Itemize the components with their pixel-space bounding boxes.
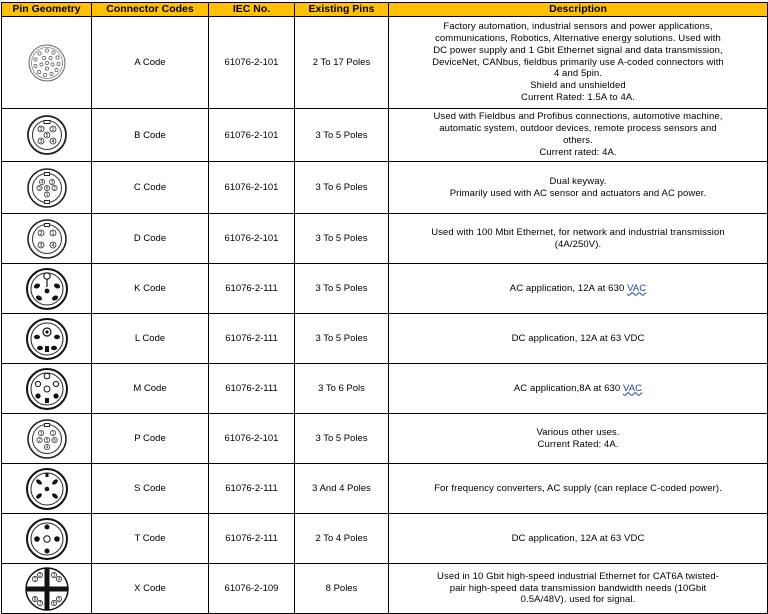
description-cell <box>389 564 768 614</box>
svg-text:3: 3 <box>39 431 42 437</box>
p-code-connector-icon <box>26 418 68 460</box>
svg-text:4: 4 <box>50 138 55 145</box>
description-line: DeviceNet, CANbus, fieldbus primarily use A-coded connectors with <box>432 56 724 68</box>
description-text: AC application,8A at 630 <box>513 382 624 394</box>
description-cell <box>389 109 768 162</box>
pin-geometry-cell <box>2 109 92 162</box>
description-line: 0.5A/48V). used for signal. <box>520 594 636 606</box>
description-cell <box>389 17 768 109</box>
connector-codes-table <box>1 2 768 614</box>
svg-text:3: 3 <box>50 180 53 186</box>
svg-text:5: 5 <box>37 186 41 192</box>
d-code-connector-icon <box>26 218 68 260</box>
iec-number-cell: 61076-2-111 <box>209 464 295 514</box>
description-line: Used in 10 Gbit high-speed industrial Ethernet for CAT6A twisted- <box>437 570 719 582</box>
table-row <box>2 264 768 314</box>
description-cell <box>389 214 768 264</box>
iec-number-cell: 61076-2-101 <box>209 17 295 109</box>
table-row <box>2 162 768 214</box>
svg-text:8: 8 <box>33 597 36 603</box>
table-row <box>2 364 768 414</box>
description-line: Current Rated: 4A. <box>537 438 619 450</box>
description-cell <box>389 162 768 214</box>
table-row <box>2 214 768 264</box>
connector-code-cell: S Code <box>92 464 209 514</box>
existing-pins-cell: 3 To 5 Poles <box>295 109 389 162</box>
svg-text:5: 5 <box>44 132 49 139</box>
iec-number-cell: 61076-2-109 <box>209 564 295 614</box>
iec-number-cell: 61076-2-101 <box>209 109 295 162</box>
connector-code-cell: T Code <box>92 514 209 564</box>
description-text: AC application, 12A at 630 <box>509 282 628 294</box>
table-row <box>2 464 768 514</box>
existing-pins-cell: 2 To 17 Poles <box>295 17 389 109</box>
description-line: For frequency converters, AC supply (can replace C-coded power). <box>434 482 722 494</box>
description-unit-vac: VAC <box>623 382 643 394</box>
pin-geometry-cell <box>2 162 92 214</box>
iec-number-cell: 61076-2-111 <box>209 514 295 564</box>
existing-pins-cell: 3 To 5 Poles <box>295 414 389 464</box>
table-row <box>2 514 768 564</box>
connector-code-cell: M Code <box>92 364 209 414</box>
iec-number-cell: 61076-2-111 <box>209 264 295 314</box>
table-row <box>2 314 768 364</box>
svg-text:5: 5 <box>57 597 60 603</box>
description-line: Used with Fieldbus and Profibus connections, automotive machine, <box>433 111 723 123</box>
m-code-connector-icon <box>25 367 69 411</box>
connector-code-cell: L Code <box>92 314 209 364</box>
svg-text:3: 3 <box>38 138 43 145</box>
description-line: Dual keyway. <box>549 175 607 187</box>
pin-geometry-cell <box>2 464 92 514</box>
header-iec-no: IEC No. <box>209 3 295 17</box>
pin-geometry-cell <box>2 564 92 614</box>
s-code-connector-icon <box>25 467 69 511</box>
iec-number-cell: 61076-2-101 <box>209 162 295 214</box>
pin-geometry-cell <box>2 264 92 314</box>
pin-geometry-cell <box>2 214 92 264</box>
pin-geometry-cell <box>2 414 92 464</box>
svg-text:6: 6 <box>52 438 56 444</box>
iec-number-cell: 61076-2-101 <box>209 214 295 264</box>
svg-text:4: 4 <box>57 577 60 583</box>
l-code-connector-icon <box>25 317 69 361</box>
svg-text:2: 2 <box>38 126 43 133</box>
k-code-connector-icon <box>25 267 69 311</box>
table-row <box>2 109 768 162</box>
table-header-row <box>2 3 768 17</box>
existing-pins-cell: 3 To 6 Pols <box>295 364 389 414</box>
svg-text:2: 2 <box>37 438 41 444</box>
header-description: Description <box>389 3 768 17</box>
svg-text:1: 1 <box>51 431 54 437</box>
iec-number-cell: 61076-2-101 <box>209 414 295 464</box>
x-code-connector-icon <box>24 566 70 612</box>
svg-text:3: 3 <box>52 573 55 579</box>
svg-text:6: 6 <box>45 186 48 192</box>
description-cell <box>389 514 768 564</box>
svg-text:4: 4 <box>50 242 55 249</box>
pin-geometry-cell <box>2 364 92 414</box>
description-line: DC application, 12A at 63 VDC <box>511 332 645 344</box>
existing-pins-cell: 3 To 5 Poles <box>295 264 389 314</box>
a-code-connector-icon <box>27 43 67 83</box>
connector-code-cell: X Code <box>92 564 209 614</box>
svg-text:4: 4 <box>40 180 43 186</box>
description-line: (4A/250V). <box>554 238 602 250</box>
svg-text:6: 6 <box>52 601 55 607</box>
connector-code-cell: B Code <box>92 109 209 162</box>
header-existing-pins: Existing Pins <box>295 3 389 17</box>
svg-text:7: 7 <box>38 601 41 607</box>
description-cell <box>389 464 768 514</box>
description-cell <box>389 414 768 464</box>
svg-text:1: 1 <box>50 126 55 133</box>
table-row <box>2 414 768 464</box>
b-code-connector-icon <box>26 114 68 156</box>
description-line: others. <box>563 135 593 146</box>
description-cell <box>389 314 768 364</box>
c-code-connector-icon <box>26 167 68 209</box>
connector-code-cell: P Code <box>92 414 209 464</box>
pin-geometry-cell <box>2 314 92 364</box>
iec-number-cell: 61076-2-111 <box>209 364 295 414</box>
svg-text:3: 3 <box>38 242 43 249</box>
description-line: Shield and unshielded <box>530 80 626 92</box>
description-line: Current Rated: 1.5A to 4A. <box>520 92 636 104</box>
description-line: Current rated: 4A. <box>539 146 617 158</box>
description-line: DC power supply and 1 Gbit Ethernet signal and data transmission, <box>433 44 723 56</box>
connector-code-cell: K Code <box>92 264 209 314</box>
svg-text:5: 5 <box>45 438 48 444</box>
iec-number-cell: 61076-2-111 <box>209 314 295 364</box>
description-line: DC application, 12A at 63 VDC <box>511 532 645 544</box>
existing-pins-cell: 3 To 5 Poles <box>295 214 389 264</box>
t-code-connector-icon <box>25 517 69 561</box>
description-unit-vac: VAC <box>627 282 647 294</box>
svg-text:1: 1 <box>45 192 48 198</box>
svg-text:2: 2 <box>38 573 41 579</box>
header-connector-codes: Connector Codes <box>92 3 209 17</box>
description-cell <box>389 264 768 314</box>
description-line: Primarily used with AC sensor and actuators and AC power. <box>449 187 707 199</box>
pin-geometry-cell <box>2 17 92 109</box>
header-pin-geometry: Pin Geometry <box>2 3 92 17</box>
description-line: Used with 100 Mbit Ethernet, for network and industrial transmission <box>431 226 725 238</box>
existing-pins-cell: 2 To 4 Poles <box>295 514 389 564</box>
description-cell <box>389 364 768 414</box>
existing-pins-cell: 3 To 6 Poles <box>295 162 389 214</box>
table-row <box>2 564 768 614</box>
description-line: pair high-speed data transmission bandwidth needs (10Gbit <box>449 582 707 594</box>
pin-geometry-cell <box>2 514 92 564</box>
connector-code-cell: D Code <box>92 214 209 264</box>
table-row <box>2 17 768 109</box>
existing-pins-cell: 8 Poles <box>295 564 389 614</box>
description-line: automatic system, outdoor devices, remote process sensors and <box>439 123 717 135</box>
description-line: communications, Robotics, Alternative energy solutions. Used with <box>435 32 721 44</box>
svg-text:4: 4 <box>45 445 48 451</box>
existing-pins-cell: 3 To 5 Poles <box>295 314 389 364</box>
connector-code-cell: A Code <box>92 17 209 109</box>
description-line: 4 and 5pin. <box>553 68 603 80</box>
description-line: Various other uses. <box>536 426 620 438</box>
svg-text:2: 2 <box>38 230 43 237</box>
svg-text:1: 1 <box>50 230 55 237</box>
connector-code-cell: C Code <box>92 162 209 214</box>
description-line: Factory automation, industrial sensors and power applications, <box>443 20 713 32</box>
svg-text:1: 1 <box>33 577 36 583</box>
existing-pins-cell: 3 And 4 Poles <box>295 464 389 514</box>
svg-text:2: 2 <box>52 186 56 192</box>
